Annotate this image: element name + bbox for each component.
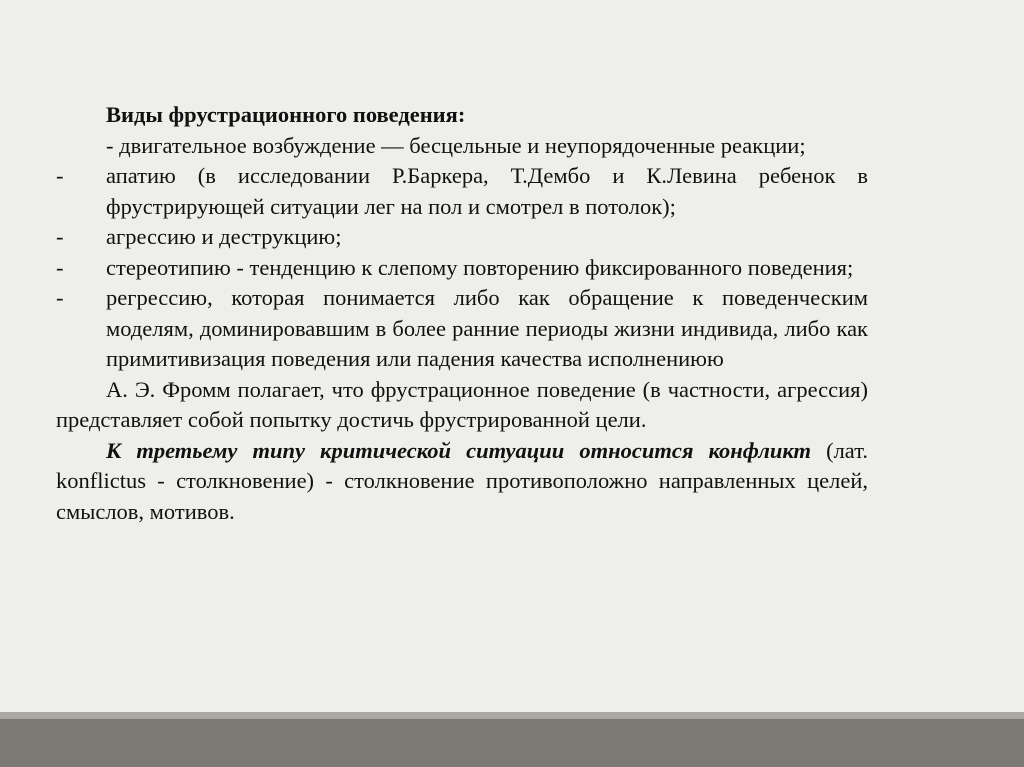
list-dash: - [56, 163, 64, 188]
list-item-text: апатию (в исследовании Р.Баркера, Т.Дембо и К.Левина ребенок в фрустрирующей ситуации лег на пол и смотрел в потолок); [106, 163, 868, 219]
motor-excitation-item: - двигательное возбуждение — бесцельные и неупорядоченные реакции; [106, 132, 806, 158]
list-item [56, 222, 868, 253]
fromm-paragraph: А. Э. Фромм полагает, что фрустрационное поведение (в частности, агрессия) представляет собой попытку достичь фрустрированной цели. [56, 376, 868, 432]
footer-bar-dark [0, 719, 1024, 767]
list-dash: - [56, 285, 64, 310]
list-item-text: агрессию и деструкцию; [106, 224, 342, 249]
list-item [56, 161, 868, 222]
conflict-emphasis: К третьему типу критической ситуации относится конфликт [106, 437, 812, 463]
list-dash: - [56, 224, 64, 249]
list-item-text: стереотипию - тенденцию к слепому повторению фиксированного поведения; [106, 254, 854, 280]
list-dash: - [56, 254, 64, 280]
slide-content [56, 100, 868, 527]
conflict-paragraph [56, 436, 868, 528]
list-item [56, 253, 868, 284]
slide-title: Виды фрустрационного поведения: [106, 102, 466, 127]
list-item-text: регрессию, которая понимается либо как обращение к поведенческим моделям, доминировавшим в более ранние периоды жизни индивида, либо как примитивизация поведения или падения качества исполнениюю [106, 285, 868, 371]
footer-bar-light [0, 712, 1024, 719]
list-item [56, 283, 868, 375]
conflict-definition: (лат. konflictus - столкновение) - столкновение противоположно направленных целей, смыслов, мотивов. [56, 437, 868, 524]
